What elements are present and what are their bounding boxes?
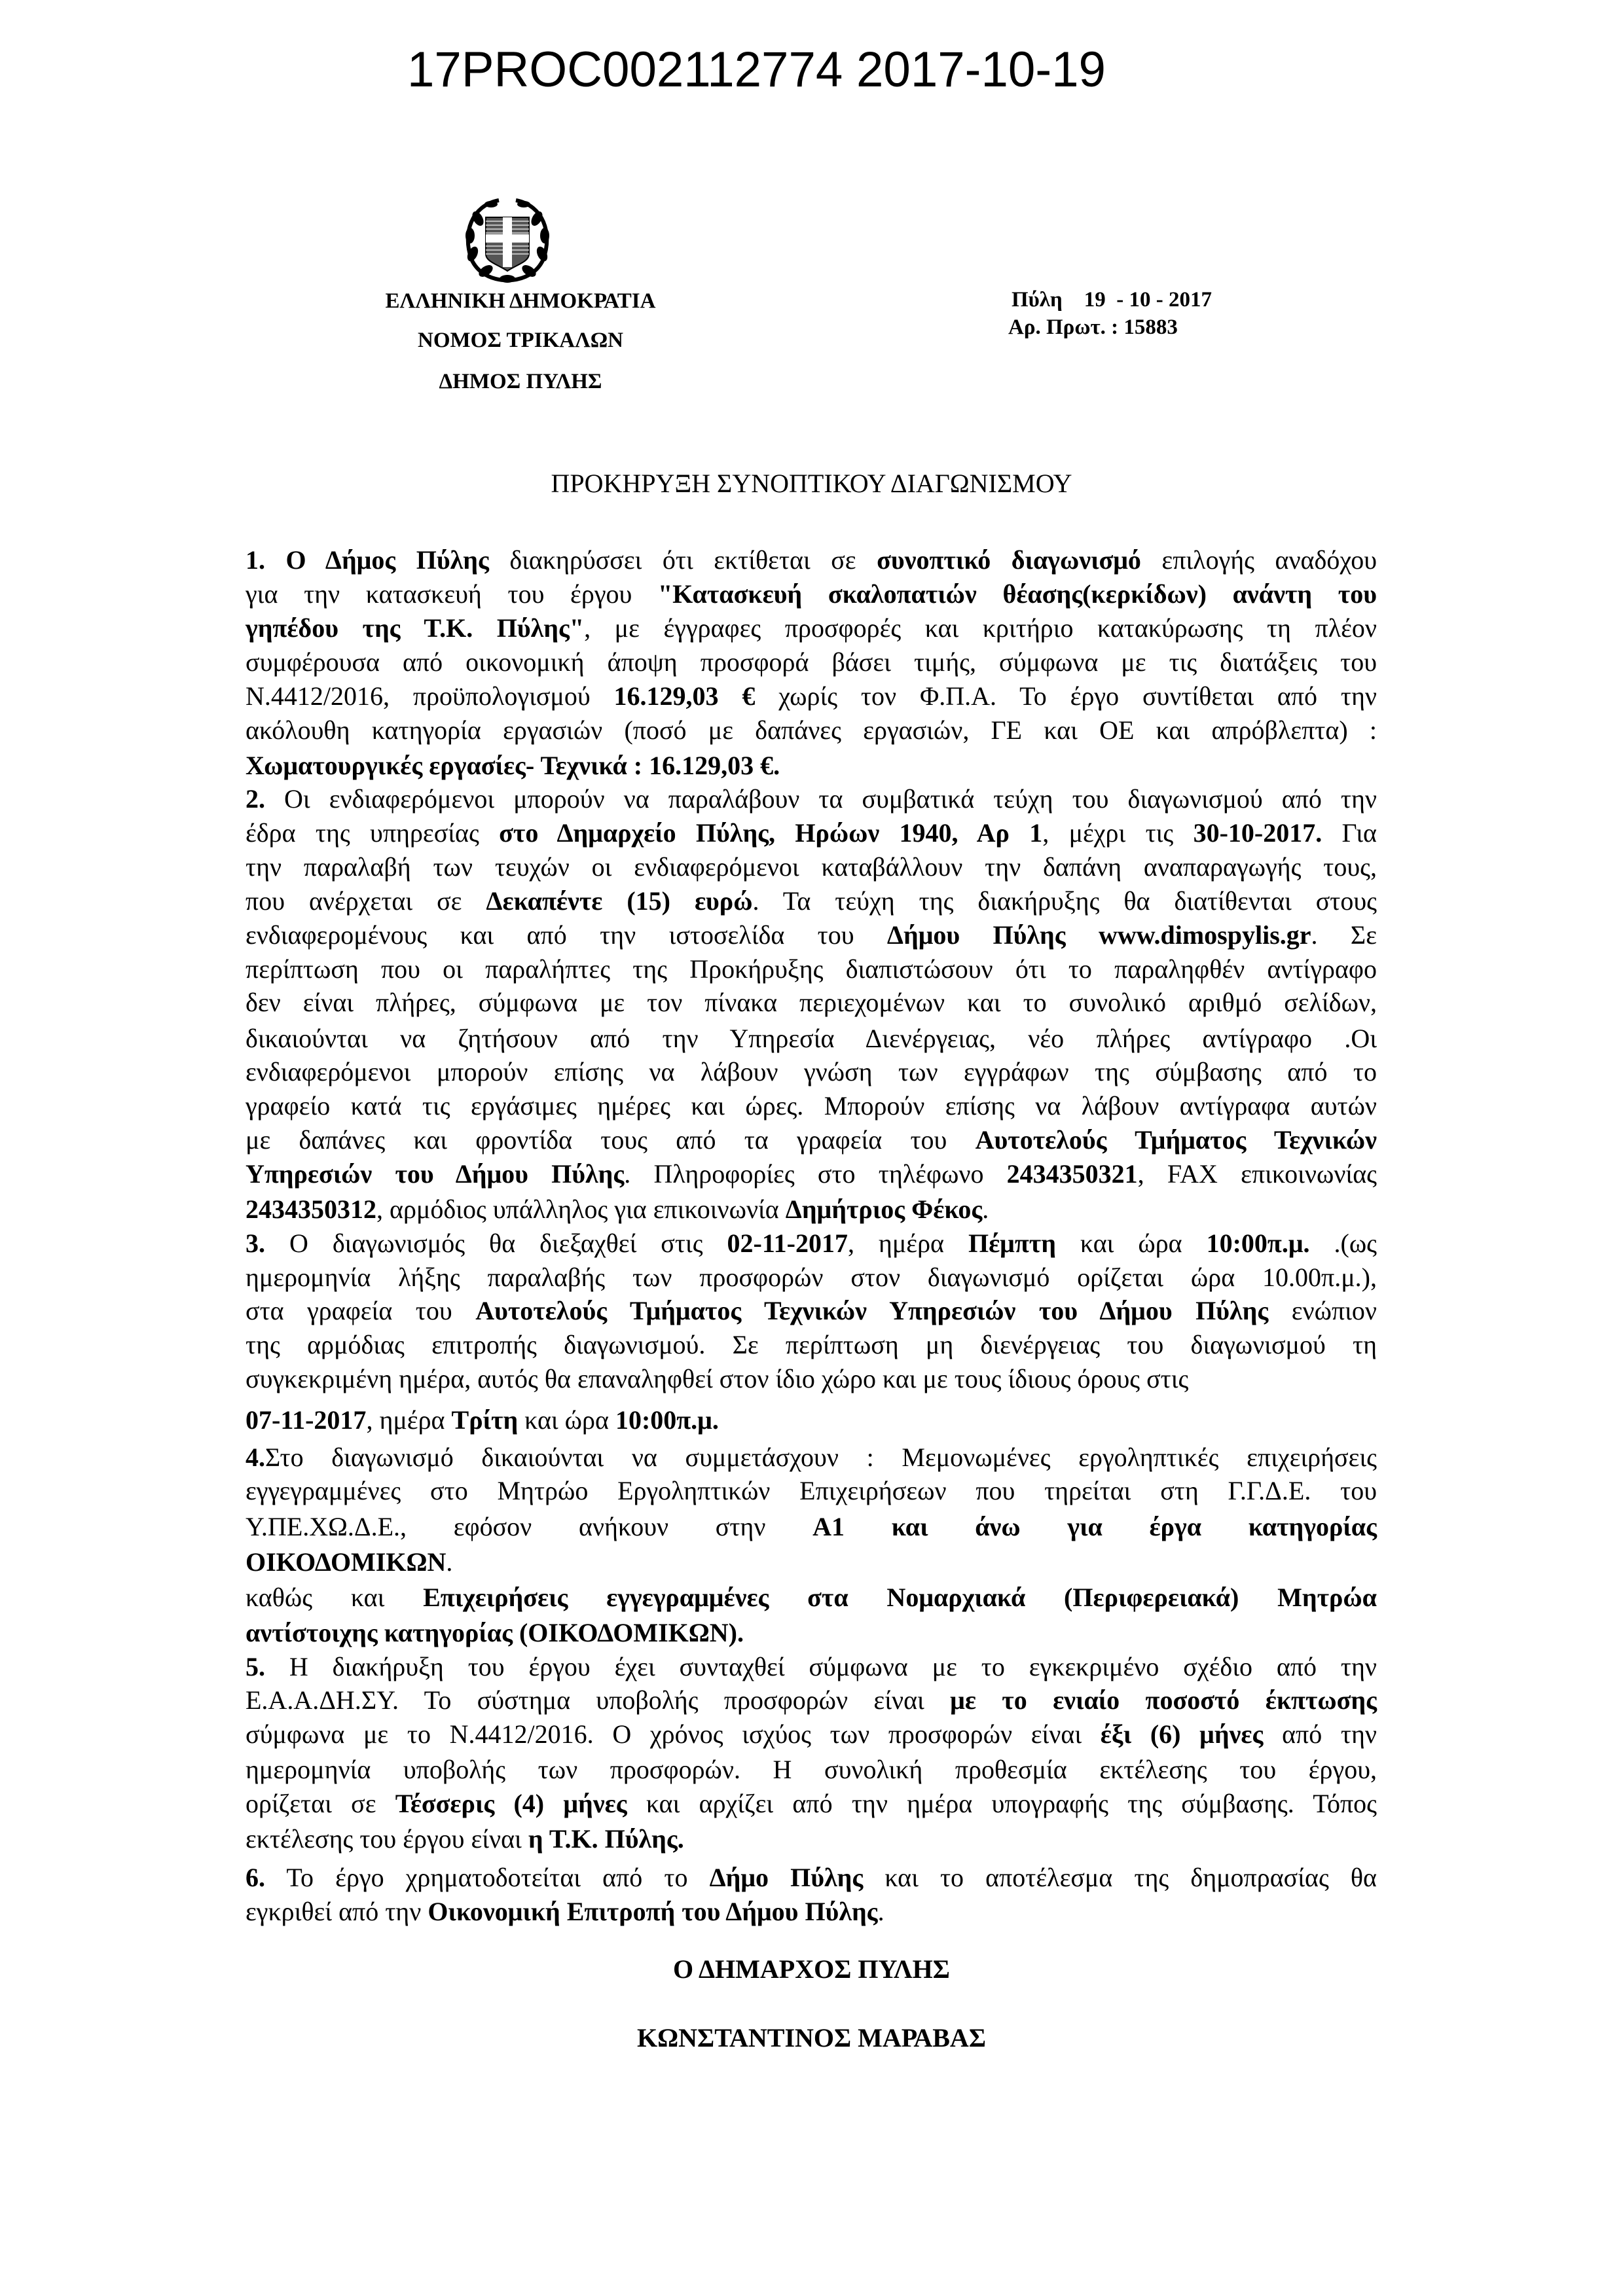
text: εγγεγραμμένες στο Μητρώο Εργοληπτικών Επιχειρήσεων που τηρείται στη Γ.Γ.Δ.Ε. του: [246, 1476, 1377, 1505]
text: συγκεκριμένη ημέρα, αυτός θα επαναληφθεί στον ίδιο χώρο και με τους ίδιους όρους στις: [246, 1364, 1189, 1393]
body-line: [246, 1295, 1377, 1327]
text: στα γραφεία του: [246, 1296, 476, 1325]
body-line: [246, 783, 1377, 815]
body-line: [246, 750, 1377, 781]
bold-text: η Τ.Κ. Πύλης.: [528, 1824, 684, 1854]
body-line: [246, 954, 1377, 985]
bold-text: συνοπτικό διαγωνισμό: [877, 545, 1141, 575]
page-title: ΠΡΟΚΗΡΥΞΗ ΣΥΝΟΠΤΙΚΟΥ ΔΙΑΓΩΝΙΣΜΟΥ: [551, 469, 1072, 498]
text: Ν.4412/2016, προϋπολογισμού: [246, 681, 614, 711]
body-line: [246, 1056, 1377, 1088]
text: από την: [1263, 1719, 1377, 1749]
bold-text: Α1 και άνω για έργα κατηγορίας: [812, 1512, 1377, 1541]
text: διακηρύσσει ότι εκτίθεται σε: [488, 545, 877, 575]
text: Ε.Α.Α.ΔΗ.ΣΥ. Το σύστημα υποβολής προσφορών είναι: [246, 1685, 951, 1715]
text: της αρμόδιας επιτροπής διαγωνισμού. Σε περίπτωση μη διενέργειας του διαγωνισμού τη: [246, 1330, 1377, 1359]
text: γραφείο κατά τις εργάσιμες ημέρες και ώρες. Μπορούν επίσης να λάβουν αντίγραφα αυτών: [246, 1091, 1377, 1121]
body-line: [246, 1475, 1377, 1507]
text: Το έργο χρηματοδοτείται από το: [265, 1863, 710, 1892]
body-line: [246, 1228, 1377, 1259]
text: .: [877, 1897, 884, 1926]
bold-text: 3.: [246, 1229, 265, 1258]
protocol-number: Αρ. Πρωτ. : 15883: [1008, 315, 1178, 339]
text: . Τα τεύχη της διακήρυξης θα διατίθενται στους: [752, 886, 1377, 916]
bold-text: 1. Ο Δήμος Πύλης: [246, 545, 489, 575]
text: έδρα της υπηρεσίας: [246, 818, 500, 848]
bold-text: "Κατασκευή σκαλοπατιών θέασης(κερκίδων) ανάντη του: [657, 579, 1377, 609]
body-line: [246, 886, 1377, 917]
text: δικαιούνται να ζητήσουν από την Υπηρεσία Διενέργειας, νέο πλήρες αντίγραφο .Οι: [246, 1024, 1377, 1053]
text: και αρχίζει από την ημέρα υπογραφής της σύμβασης. Τόπος: [627, 1789, 1377, 1818]
text: .: [446, 1547, 453, 1577]
text: Οι ενδιαφερόμενοι μπορούν να παραλάβουν τα συμβατικά τεύχη του διαγωνισμού από την: [265, 784, 1377, 814]
text: χωρίς τον Φ.Π.Α. Το έργο συντίθεται από την: [755, 681, 1377, 711]
text: . Πληροφορίες στο τηλέφωνο: [624, 1159, 1007, 1189]
header-prefecture: ΝΟΜΟΣ ΤΡΙΚΑΛΩΝ: [418, 329, 623, 352]
body-line: [246, 1124, 1377, 1156]
bold-text: 6.: [246, 1863, 265, 1892]
body-line: [246, 1442, 1377, 1473]
body-line: [246, 1754, 1377, 1785]
body-line: [246, 920, 1377, 951]
body-line: [246, 613, 1377, 644]
body-line: [246, 1158, 1377, 1190]
signature-name: ΚΩΝΣΤΑΝΤΙΝΟΣ ΜΑΡΑΒΑΣ: [637, 2023, 986, 2053]
body-line: [246, 545, 1377, 576]
bold-text: Αυτοτελούς Τμήματος Τεχνικών Υπηρεσιών του Δήμου Πύλης: [475, 1296, 1269, 1325]
body-line: [246, 1511, 1377, 1543]
text: και ώρα: [518, 1405, 615, 1435]
bold-text: ΟΙΚΟΔΟΜΙΚΩΝ: [246, 1547, 447, 1577]
text: και το αποτέλεσμα της δημοπρασίας θα: [863, 1863, 1377, 1892]
text: ενώπιον: [1268, 1296, 1377, 1325]
bold-text: με το ενιαίο ποσοστό έκπτωσης: [950, 1685, 1377, 1715]
bold-text: Δεκαπέντε (15) ευρώ: [486, 886, 753, 916]
text: Υ.ΠΕ.ΧΩ.Δ.Ε., εφόσον ανήκουν στην: [246, 1512, 813, 1541]
bold-text: 2434350321: [1006, 1159, 1138, 1189]
bold-text: έξι (6) μήνες: [1100, 1719, 1264, 1749]
text: ενδιαφερόμενοι μπορούν επίσης να λάβουν γνώση των εγγράφων της σύμβασης από το: [246, 1057, 1377, 1086]
body-line: [246, 1023, 1377, 1054]
bold-text: 10:00π.μ.: [615, 1405, 719, 1435]
bold-text: Δήμου Πύλης www.dimospylis.gr: [886, 920, 1311, 950]
body-line: [246, 1788, 1377, 1820]
body-line: [246, 1262, 1377, 1293]
body-line: [246, 647, 1377, 678]
bold-text: Πέμπτη: [968, 1229, 1056, 1258]
bold-text: Χωματουργικές εργασίες- Τεχνικά : 16.129,03 €.: [246, 751, 780, 780]
text: , μέχρι τις: [1042, 818, 1194, 848]
header-municipality: ΔΗΜΟΣ ΠΥΛΗΣ: [439, 370, 602, 393]
bold-text: 5.: [246, 1652, 265, 1681]
text: καθώς και: [246, 1583, 424, 1612]
bold-text: Επιχειρήσεις εγγεγραμμένες στα Νομαρχιακά (Περιφερειακά) Μητρώα: [423, 1583, 1377, 1612]
text: συμφέρουσα από οικονομική άποψη προσφορά βάσει τιμής, σύμφωνα με τις διατάξεις του: [246, 647, 1377, 677]
body-line: [246, 579, 1377, 610]
bold-text: αντίστοιχης κατηγορίας (ΟΙΚΟΔΟΜΙΚΩΝ).: [246, 1618, 744, 1647]
text: , αρμόδιος υπάλληλος για επικοινωνία: [376, 1194, 786, 1224]
body-line: [246, 1896, 1377, 1928]
signature-role: Ο ΔΗΜΑΡΧΟΣ ΠΥΛΗΣ: [673, 1954, 950, 1984]
body-line: [246, 1862, 1377, 1893]
body-line: [246, 1582, 1377, 1613]
text: σύμφωνα με το Ν.4412/2016. Ο χρόνος ισχύος των προσφορών είναι: [246, 1719, 1101, 1749]
body-line: [246, 1363, 1377, 1395]
body-line: [246, 817, 1377, 849]
bold-text: 07-11-2017: [246, 1405, 367, 1435]
text: , ημέρα: [366, 1405, 452, 1435]
text: δεν είναι πλήρες, σύμφωνα με τον πίνακα περιεχομένων και το συνολικό αριθμό σελίδων,: [246, 988, 1377, 1017]
text: ορίζεται σε: [246, 1789, 395, 1818]
document-id: 17PROC002112774 2017-10-19: [407, 42, 1106, 98]
bold-text: Τέσσερις (4) μήνες: [395, 1789, 627, 1818]
body-line: [246, 1651, 1377, 1683]
place-date: Πύλη 19 - 10 - 2017: [1012, 288, 1212, 312]
text: . Σε: [1311, 920, 1377, 950]
body-line: [246, 1547, 1377, 1578]
body-line: [246, 1329, 1377, 1361]
body-line: [246, 852, 1377, 883]
text: , με έγγραφες προσφορές και κριτήριο κατακύρωσης τη πλέον: [584, 613, 1377, 643]
text: και ώρα: [1055, 1229, 1207, 1258]
bold-text: Τρίτη: [451, 1405, 519, 1435]
text: για την κατασκευή του έργου: [246, 579, 658, 609]
bold-text: 02-11-2017: [727, 1229, 848, 1258]
header-country: ΕΛΛΗΝΙΚΗ ΔΗΜΟΚΡΑΤΙΑ: [385, 289, 656, 313]
bold-text: 2.: [246, 784, 265, 814]
text: ενδιαφερομένους και από την ιστοσελίδα του: [246, 920, 887, 950]
text: ημερομηνία υποβολής των προσφορών. Η συνολική προθεσμία εκτέλεσης του έργου,: [246, 1755, 1377, 1784]
text: εγκριθεί από την: [246, 1897, 428, 1926]
bold-text: 30-10-2017.: [1193, 818, 1322, 848]
text: Ο διαγωνισμός θα διεξαχθεί στις: [265, 1229, 727, 1258]
text: ημερομηνία λήξης παραλαβής των προσφορών στον διαγωνισμό ορίζεται ώρα 10.00π.μ.),: [246, 1263, 1377, 1292]
text: .(ως: [1309, 1229, 1377, 1258]
bold-text: 10:00π.μ.: [1206, 1229, 1310, 1258]
text: , ημέρα: [847, 1229, 968, 1258]
text: Η διακήρυξη του έργου έχει συνταχθεί σύμφωνα με το εγκεκριμένο σχέδιο από την: [265, 1652, 1377, 1681]
body-line: [246, 681, 1377, 712]
bold-text: Δήμο Πύλης: [709, 1863, 864, 1892]
body-line: [246, 1194, 1377, 1225]
body-line: [246, 1405, 1377, 1436]
body-line: [246, 1090, 1377, 1122]
body-line: [246, 1719, 1377, 1750]
text: Στο διαγωνισμό δικαιούνται να συμμετάσχουν : Μεμονωμένες εργοληπτικές επιχειρήσεις: [265, 1443, 1377, 1472]
text: την παραλαβή των τευχών οι ενδιαφερόμενοι καταβάλλουν την δαπάνη αναπαραγωγής τους,: [246, 852, 1377, 882]
bold-text: Οικονομική Επιτροπή του Δήμου Πύλης: [428, 1897, 878, 1926]
text: με δαπάνες και φροντίδα τους από τα γραφεία του: [246, 1125, 976, 1155]
greek-coat-of-arms-icon: [458, 194, 556, 285]
bold-text: γηπέδου της Τ.Κ. Πύλης": [246, 613, 585, 643]
body-line: [246, 715, 1377, 746]
bold-text: Δημήτριος Φέκος: [785, 1194, 983, 1224]
bold-text: 4.: [246, 1443, 265, 1472]
text: εκτέλεσης του έργου είναι: [246, 1824, 528, 1854]
body-line: [246, 1823, 1377, 1855]
text: περίπτωση που οι παραλήπτες της Προκήρυξης διαπιστώσουν ότι το παραληφθέν αντίγραφο: [246, 954, 1377, 984]
text: .: [982, 1194, 989, 1224]
text: επιλογής αναδόχου: [1140, 545, 1377, 575]
text: , FAX επικοινωνίας: [1137, 1159, 1377, 1189]
bold-text: στο Δημαρχείο Πύλης, Ηρώων 1940, Αρ 1: [499, 818, 1043, 848]
body-line: [246, 1617, 1377, 1649]
text: Για: [1322, 818, 1377, 848]
text: ακόλουθη κατηγορία εργασιών (ποσό με δαπάνες εργασιών, ΓΕ και ΟΕ και απρόβλεπτα) :: [246, 715, 1377, 745]
text: που ανέρχεται σε: [246, 886, 486, 916]
bold-text: 2434350312: [246, 1194, 376, 1224]
body-line: [246, 987, 1377, 1018]
body-line: [246, 1685, 1377, 1716]
bold-text: Αυτοτελούς Τμήματος Τεχνικών: [975, 1125, 1377, 1155]
bold-text: 16.129,03 €: [613, 681, 756, 711]
bold-text: Υπηρεσιών του Δήμου Πύλης: [246, 1159, 625, 1189]
